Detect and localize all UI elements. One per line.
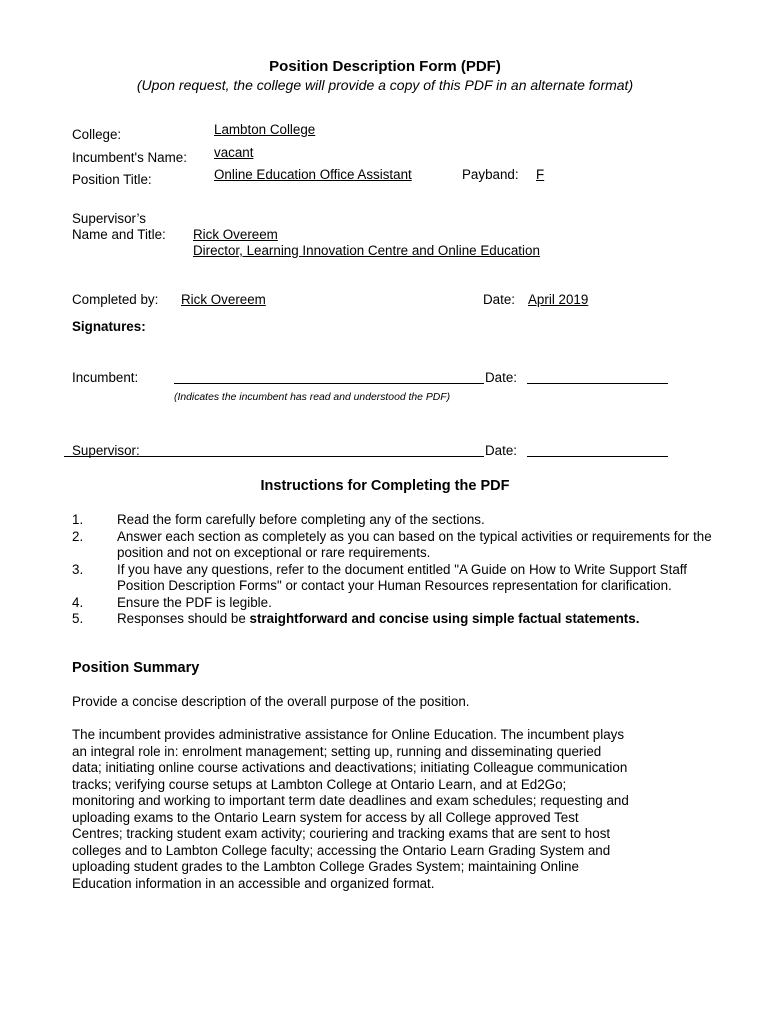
instruction-text: If you have any questions, refer to the document entitled "A Guide on How to Write Support Staff Position Description Forms" or contact your Human Resources representation for clarification. [117,561,687,593]
instruction-text-bold: straightforward and concise using simple factual statements. [249,611,640,626]
incumbent-signature-line[interactable] [174,383,484,384]
position-title-label: Position Title: [72,172,152,187]
position-title-value: Online Education Office Assistant [214,167,412,182]
supervisor-label-line2: Name and Title: [72,227,166,242]
instruction-number: 4. [72,594,84,610]
instruction-number: 3. [72,561,84,577]
incumbent-date-label: Date: [485,370,518,385]
supervisor-title: Director, Learning Innovation Centre and Online Education [193,243,540,258]
form-subtitle: (Upon request, the college will provide a copy of this PDF in an alternate format) [136,77,634,93]
incumbent-date-line[interactable] [527,383,668,384]
instruction-item [72,611,712,628]
supervisor-signature-label: Supervisor: [72,443,140,458]
incumbent-note: (Indicates the incumbent has read and understood the PDF) [174,392,451,403]
instruction-text: Answer each section as completely as you can based on the typical activities or requirements for the position and not on exceptional or rare requirements. [117,528,712,560]
instruction-text: Responses should be [117,611,250,626]
instruction-number: 2. [72,528,84,544]
instruction-item [72,562,712,595]
instruction-number: 5. [72,611,84,626]
completed-by-label: Completed by: [72,292,159,307]
instruction-item [72,512,712,529]
date-label: Date: [483,292,516,307]
incumbent-name-value: vacant [214,145,254,160]
instruction-item [72,529,712,562]
position-summary-body: The incumbent provides administrative assistance for Online Education. The incumbent plays an integral role in: enrolment management; setting up, running and disseminating queried data; initiating online course activations and deactivations; initiating Colleague communication tracks; verifying course setups at Lambton College at Ontario Learn, and at Ed2Go; monitoring and working to important term date deadlines and exam schedules; requesting and uploading exams to the Ontario Learn system for access by all College approved Test Centres; tracking student exam activity; couriering and tracking exams that are sent to host colleges and to Lambton College faculty; accessing the Ontario Learn Grading System and uploading student grades to the Lambton College Grades System; maintaining Online Education information in an accessible and organized format. [72,727,629,891]
position-summary-heading: Position Summary [72,660,200,676]
instruction-text: Read the form carefully before completing any of the sections. [117,512,485,527]
college-label: College: [72,127,122,142]
completed-by-value: Rick Overeem [181,292,266,307]
payband-label: Payband: [462,167,519,182]
supervisor-label-line1: Supervisor’s [72,211,146,226]
date-value: April 2019 [528,292,589,307]
position-summary-prompt: Provide a concise description of the overall purpose of the position. [72,694,470,709]
instruction-number: 1. [72,512,84,527]
instruction-item [72,595,712,612]
incumbent-signature-label: Incumbent: [72,370,139,385]
signatures-heading: Signatures: [72,319,146,334]
supervisor-date-label: Date: [485,443,518,458]
supervisor-date-line[interactable] [527,456,668,457]
form-title: Position Description Form (PDF) [269,58,501,75]
instructions-heading: Instructions for Completing the PDF [260,478,510,494]
college-value: Lambton College [214,122,316,137]
supervisor-name: Rick Overeem [193,227,278,242]
payband-value: F [536,167,545,182]
instructions-list [72,512,712,628]
instruction-text: Ensure the PDF is legible. [117,594,272,610]
incumbent-name-label: Incumbent's Name: [72,150,187,165]
